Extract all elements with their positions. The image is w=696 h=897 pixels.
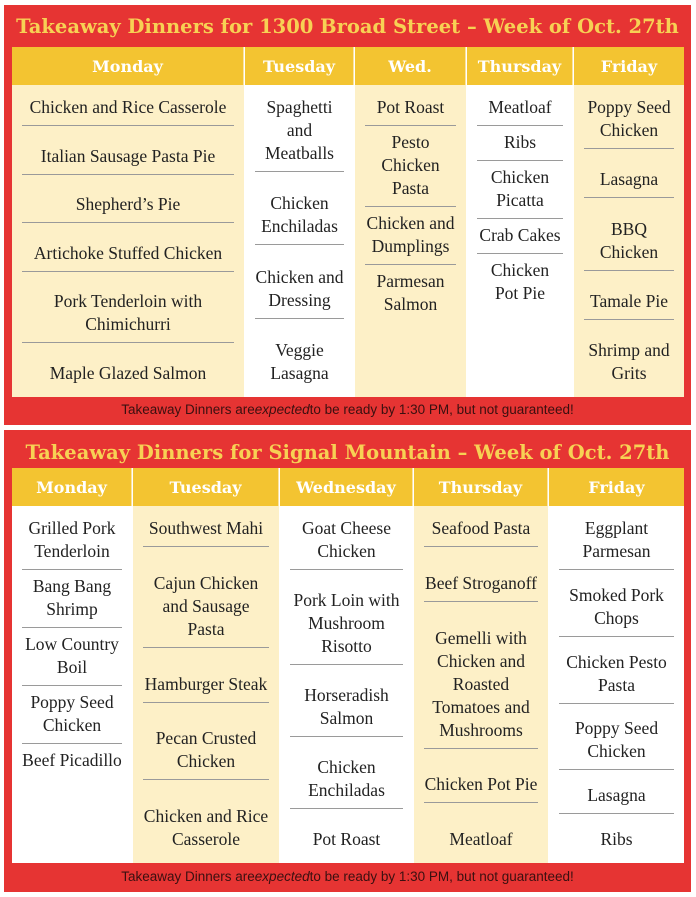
menu-item: Pot Roast — [365, 91, 456, 126]
signal-mountain-menu-panel — [4, 430, 691, 892]
column-items — [12, 85, 244, 397]
disclaimer-emphasis: expected — [254, 401, 310, 417]
menu-item: Cajun Chicken and Sausage Pasta — [143, 567, 269, 648]
disclaimer-text-start: Takeaway Dinners are — [121, 868, 255, 884]
menu-item: Pork Tenderloin with Chimichurri — [22, 285, 234, 343]
column-thursday — [466, 47, 573, 397]
column-wednesday — [279, 468, 413, 863]
column-header: Thursday — [414, 468, 548, 506]
column-items — [133, 506, 279, 863]
menu-item: Poppy Seed Chicken — [584, 91, 674, 149]
menu-item: Pesto Chicken Pasta — [365, 126, 456, 207]
column-header: Friday — [574, 47, 684, 85]
broad-street-menu-table — [12, 47, 684, 397]
column-tuesday — [244, 47, 354, 397]
menu-item: Poppy Seed Chicken — [559, 712, 674, 770]
menu-item: Tamale Pie — [584, 285, 674, 320]
menu-item: Seafood Pasta — [424, 512, 538, 547]
menu-item: Chicken and Rice Casserole — [22, 91, 234, 126]
column-header: Wed. — [355, 47, 466, 85]
menu-item: Beef Stroganoff — [424, 567, 538, 602]
disclaimer-emphasis: expected — [254, 868, 310, 884]
menu-item: Ribs — [477, 126, 563, 161]
column-items — [549, 506, 684, 863]
menu-item: Ribs — [600, 828, 633, 849]
menu-item: Maple Glazed Salmon — [49, 362, 207, 383]
disclaimer-text-start: Takeaway Dinners are — [121, 401, 255, 417]
menu-item: Chicken Pot Pie — [490, 260, 550, 303]
column-monday — [12, 47, 244, 397]
column-friday — [573, 47, 684, 397]
menu-item: Italian Sausage Pasta Pie — [22, 140, 234, 175]
menu-item: Pot Roast — [312, 829, 381, 849]
menu-item: Artichoke Stuffed Chicken — [22, 237, 234, 272]
menu-item: Bang Bang Shrimp — [22, 570, 122, 628]
menu-item: Chicken Enchiladas — [255, 187, 344, 245]
column-items — [245, 85, 354, 397]
menu-item: Pecan Crusted Chicken — [143, 722, 269, 780]
column-items — [280, 506, 413, 863]
signal-mountain-menu-table — [12, 468, 684, 863]
menu-item: Beef Picadillo — [22, 750, 122, 770]
column-items — [467, 85, 573, 397]
column-header: Tuesday — [245, 47, 354, 85]
menu-item: Chicken Pot Pie — [424, 768, 538, 803]
menu-item: Veggie Lasagna — [270, 339, 329, 383]
menu-item: Grilled Pork Tenderloin — [22, 512, 122, 570]
menu-item: Chicken and Dressing — [255, 261, 344, 319]
column-items — [12, 506, 132, 863]
column-monday — [12, 468, 132, 863]
column-items — [574, 85, 684, 397]
broad-street-title: Takeaway Dinners for 1300 Broad Street – Week of Oct. 27th — [16, 14, 679, 38]
signal-mountain-title: Takeaway Dinners for Signal Mountain – Week of Oct. 27th — [25, 440, 670, 464]
column-header: Thursday — [467, 47, 573, 85]
menu-item: Southwest Mahi — [143, 512, 269, 547]
column-tuesday — [132, 468, 279, 863]
menu-item: Horseradish Salmon — [290, 679, 403, 737]
column-header: Monday — [12, 468, 132, 506]
menu-item: Low Country Boil — [22, 628, 122, 686]
menu-item: Pork Loin with Mushroom Risotto — [290, 584, 403, 665]
column-header: Tuesday — [133, 468, 279, 506]
menu-item: Chicken and Dumplings — [365, 207, 456, 265]
disclaimer-text-end: to be ready by 1:30 PM, but not guaranteed! — [309, 868, 574, 884]
menu-item: Chicken Pesto Pasta — [559, 646, 674, 704]
ready-time-disclaimer — [4, 398, 691, 420]
menu-item: Chicken Enchiladas — [290, 751, 403, 809]
column-wednesday — [354, 47, 466, 397]
ready-time-disclaimer — [4, 863, 691, 889]
column-items — [355, 85, 466, 397]
menu-item: Shrimp and Grits — [588, 340, 670, 383]
column-header: Monday — [12, 47, 244, 85]
menu-item: Chicken and Rice Casserole — [143, 806, 269, 849]
column-header: Wednesday — [280, 468, 413, 506]
menu-item: Chicken Picatta — [477, 161, 563, 219]
menu-item: Shepherd’s Pie — [22, 188, 234, 223]
menu-item: Poppy Seed Chicken — [22, 686, 122, 744]
menu-item: Goat Cheese Chicken — [290, 512, 403, 570]
column-header: Friday — [549, 468, 684, 506]
column-thursday — [413, 468, 548, 863]
column-friday — [548, 468, 684, 863]
menu-item: Gemelli with Chicken and Roasted Tomatoes and Mushrooms — [424, 622, 538, 749]
menu-item: Smoked Pork Chops — [559, 579, 674, 637]
menu-item: Lasagna — [559, 779, 674, 814]
menu-item: Lasagna — [584, 163, 674, 198]
menu-item: Spaghetti and Meatballs — [255, 91, 344, 172]
menu-item: BBQ Chicken — [584, 213, 674, 271]
column-items — [414, 506, 548, 863]
menu-item: Parmesan Salmon — [376, 271, 445, 314]
menu-item: Hamburger Steak — [143, 668, 269, 703]
disclaimer-text-end: to be ready by 1:30 PM, but not guaranteed! — [309, 401, 574, 417]
menu-item: Meatloaf — [449, 829, 513, 849]
menu-item: Meatloaf — [477, 91, 563, 126]
menu-item: Eggplant Parmesan — [559, 512, 674, 570]
menu-item: Crab Cakes — [477, 219, 563, 254]
broad-street-menu-panel — [4, 5, 691, 425]
